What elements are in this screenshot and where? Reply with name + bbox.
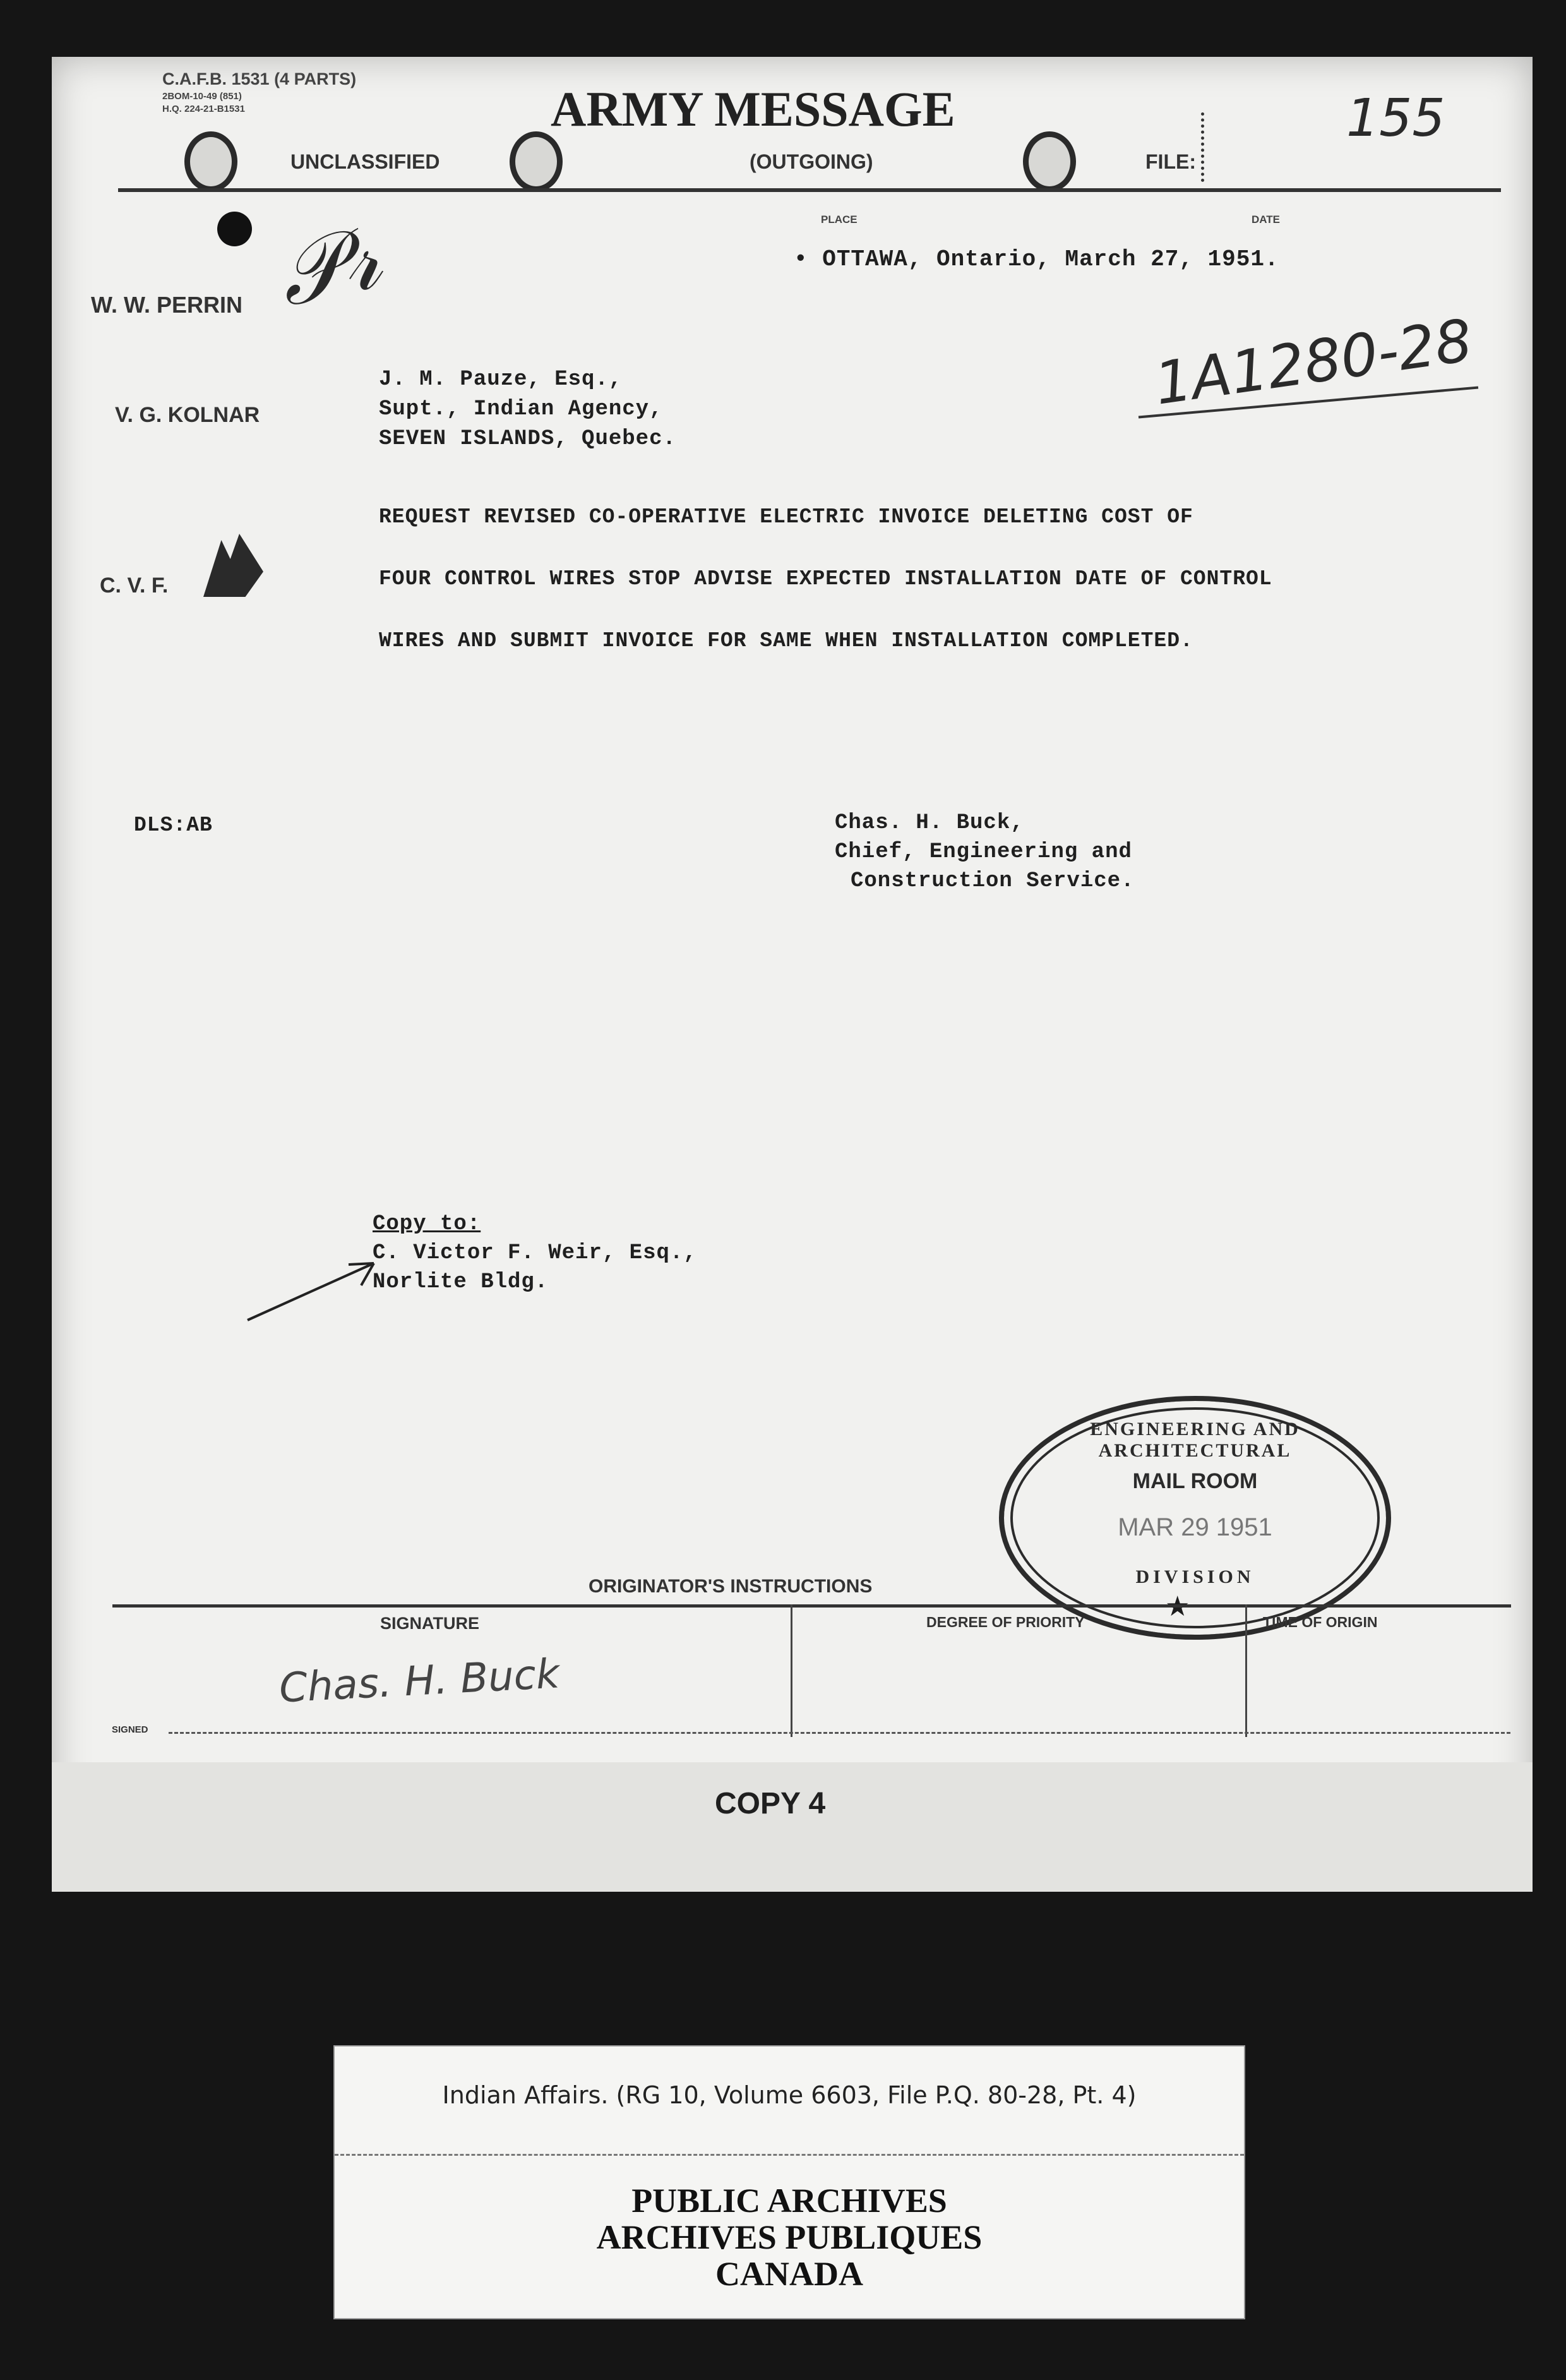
initial-scribble [203,534,263,597]
place-date: • OTTAWA, Ontario, March 27, 1951. [794,246,1279,272]
routing-initial-2: V. G. KOLNAR [115,403,260,427]
priority-header: DEGREE OF PRIORITY [926,1614,1085,1630]
body-line: FOUR CONTROL WIRES STOP ADVISE EXPECTED INSTALLATION DATE OF CONTROL [379,567,1272,591]
reference-initials: DLS:AB [134,814,213,837]
punch-hole [1023,131,1076,192]
addressee-line: J. M. Pauze, Esq., [379,368,623,392]
place-date-text: OTTAWA, Ontario, March 27, 1951. [822,246,1279,272]
addressee-line: SEVEN ISLANDS, Quebec. [379,427,676,451]
message-type: (OUTGOING) [750,150,873,173]
body-line: REQUEST REVISED CO-OPERATIVE ELECTRIC INVOICE DELETING COST OF [379,505,1193,529]
message-body [379,486,1272,672]
instructions-header: ORIGINATOR'S INSTRUCTIONS [589,1576,873,1597]
classification: UNCLASSIFIED [290,150,440,173]
signature-header: SIGNATURE [380,1614,480,1633]
label-divider [335,2154,1244,2156]
archive-line-3: CANADA [715,2255,863,2293]
file-label: FILE: [1145,150,1196,173]
archive-label [333,2045,1245,2319]
copy-strip [52,1762,1533,1892]
addressee-line: Supt., Indian Agency, [379,397,663,421]
form-code: C.A.F.B. 1531 (4 PARTS) [162,69,357,88]
stamp-date: MAR 29 1951 [1118,1513,1272,1541]
instructions-top-rule [112,1604,1511,1608]
page-number: 155 [1346,88,1445,148]
copy-label: COPY 4 [715,1787,826,1820]
star-icon: ★ [1165,1591,1190,1622]
ink-blot [217,212,252,246]
form-title: ARMY MESSAGE [551,81,955,136]
copy-to-block [373,1210,697,1297]
form-print-code: 2BOM-10-49 (851) [162,91,242,102]
column-divider [791,1604,792,1737]
sender-line: Chas. H. Buck, [835,811,1024,835]
punch-hole [510,131,563,192]
archive-reference: Indian Affairs. (RG 10, Volume 6603, File P.Q. 80-28, Pt. 4) [442,2081,1137,2109]
signed-line [169,1732,1510,1734]
signature-handwriting: Chas. H. Buck [278,1650,561,1712]
copy-to-line: Norlite Bldg. [373,1270,549,1294]
sender-line: Construction Service. [851,869,1135,893]
sender-block [835,808,1134,896]
time-of-origin-header: TIME OF ORIGIN [1263,1614,1378,1630]
signed-label: SIGNED [112,1724,148,1735]
body-line: WIRES AND SUBMIT INVOICE FOR SAME WHEN INSTALLATION COMPLETED. [379,629,1193,652]
header-rule [118,188,1501,192]
copy-to-line: C. Victor F. Weir, Esq., [373,1241,697,1265]
column-divider [1245,1604,1247,1737]
stamp-center-text: MAIL ROOM [1132,1469,1258,1493]
addressee [379,365,676,454]
mail-room-stamp [999,1396,1391,1640]
file-number: 1A1280-28 [1151,306,1476,418]
routing-initial-3: C. V. F. [100,574,169,598]
archive-line-2: ARCHIVES PUBLIQUES [596,2218,983,2256]
punch-hole [184,131,237,192]
archive-name [335,2182,1244,2292]
stamp-bottom-text: DIVISION [1135,1566,1255,1587]
handwritten-initials: 𝒫𝓇 [269,205,390,327]
army-message-form [52,57,1533,1892]
form-hq-code: H.Q. 224-21-B1531 [162,104,245,114]
place-label: PLACE [821,213,858,225]
stamp-top-text: ENGINEERING AND ARCHITECTURAL [1090,1419,1300,1461]
archive-line-1: PUBLIC ARCHIVES [631,2182,947,2220]
sender-line: Chief, Engineering and [835,840,1132,864]
date-label: DATE [1252,213,1281,225]
file-divider [1201,112,1204,182]
arrow-icon [241,1251,393,1326]
copy-to-label: Copy to: [373,1212,481,1236]
routing-initial-1: W. W. PERRIN [91,292,243,318]
